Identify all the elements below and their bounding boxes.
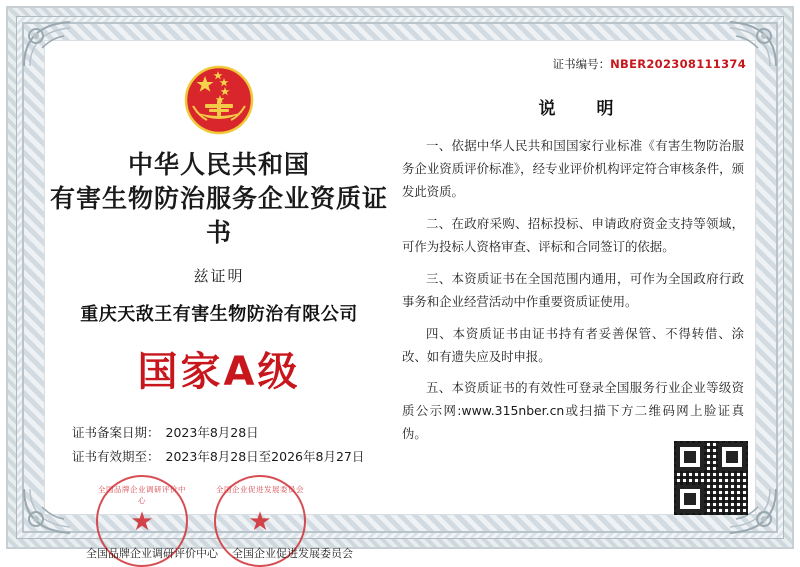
grade-level: 国家A级 bbox=[137, 349, 301, 396]
certificate-right-column bbox=[394, 40, 756, 515]
certificate-title-line1: 中华人民共和国 bbox=[127, 150, 310, 179]
certificate-left-column bbox=[44, 40, 394, 560]
qr-finder-icon bbox=[718, 443, 746, 471]
notice-item: 四、本资质证书由证书持有者妥善保管、不得转借、涂改、如有遗失应及时申报。 bbox=[402, 325, 744, 364]
verification-qr-code bbox=[674, 441, 748, 515]
attest-label: 兹证明 bbox=[193, 267, 245, 286]
valid-date-row bbox=[72, 445, 394, 469]
certificate-number-label: 证书编号： bbox=[552, 57, 611, 71]
seal-ring-text: 全国企业促进发展委员会 bbox=[216, 484, 304, 494]
national-emblem-icon bbox=[175, 56, 263, 144]
company-name: 重庆天敌王有害生物防治有限公司 bbox=[80, 304, 358, 326]
notice-item: 二、在政府采购、招标投标、申请政府资金支持等领域，可作为投标人资格审查、评标和合同签订的依据。 bbox=[402, 215, 744, 254]
date-block bbox=[44, 421, 394, 469]
certificate-title-line2: 有害生物防治服务企业资质证书 bbox=[49, 183, 388, 247]
emblem-container bbox=[44, 56, 394, 144]
notice-list bbox=[402, 135, 750, 446]
qr-finder-icon bbox=[676, 443, 704, 471]
record-date-row bbox=[72, 421, 394, 445]
qr-finder-icon bbox=[676, 485, 704, 513]
record-date-label: 证书备案日期： bbox=[72, 425, 160, 441]
valid-date-label: 证书有效期至： bbox=[72, 449, 160, 464]
seal-captions bbox=[44, 545, 394, 561]
certificate-number bbox=[402, 56, 750, 72]
seal-star-icon: ★ bbox=[130, 505, 154, 536]
valid-date-value: 2023年8月28日至2026年8月27日 bbox=[165, 449, 365, 464]
notice-item: 五、本资质证书的有效性可登录全国服务行业企业等级资质公示网:www.315nber.cn或扫描下方二维码网上脸证真伪。 bbox=[402, 380, 744, 442]
notice-item: 一、依据中华人民共和国国家行业标准《有害生物防治服务企业资质评价标准》，经专业评价机构评定符合审核条件，颁发此资质。 bbox=[402, 138, 744, 199]
record-date-value: 2023年8月28日 bbox=[165, 425, 259, 441]
seal-caption-quality-brand: 全国品牌企业调研评价中心 bbox=[86, 546, 218, 560]
seal-star-icon: ★ bbox=[248, 505, 272, 536]
notice-item: 三、本资质证书在全国范围内通用，可作为全国政府行政事务和企业经营活动中作重要资质证使用。 bbox=[402, 270, 744, 309]
notice-title: 说 明 bbox=[538, 99, 626, 119]
seal-caption-enterprise-development: 全国企业促进发展委员会 bbox=[232, 546, 353, 560]
seal-ring-text: 全国品牌企业调研评价中心 bbox=[98, 484, 186, 505]
certificate-content bbox=[44, 40, 756, 560]
seal-block bbox=[44, 483, 394, 563]
certificate-number-value: NBER202308111374 bbox=[610, 57, 746, 71]
